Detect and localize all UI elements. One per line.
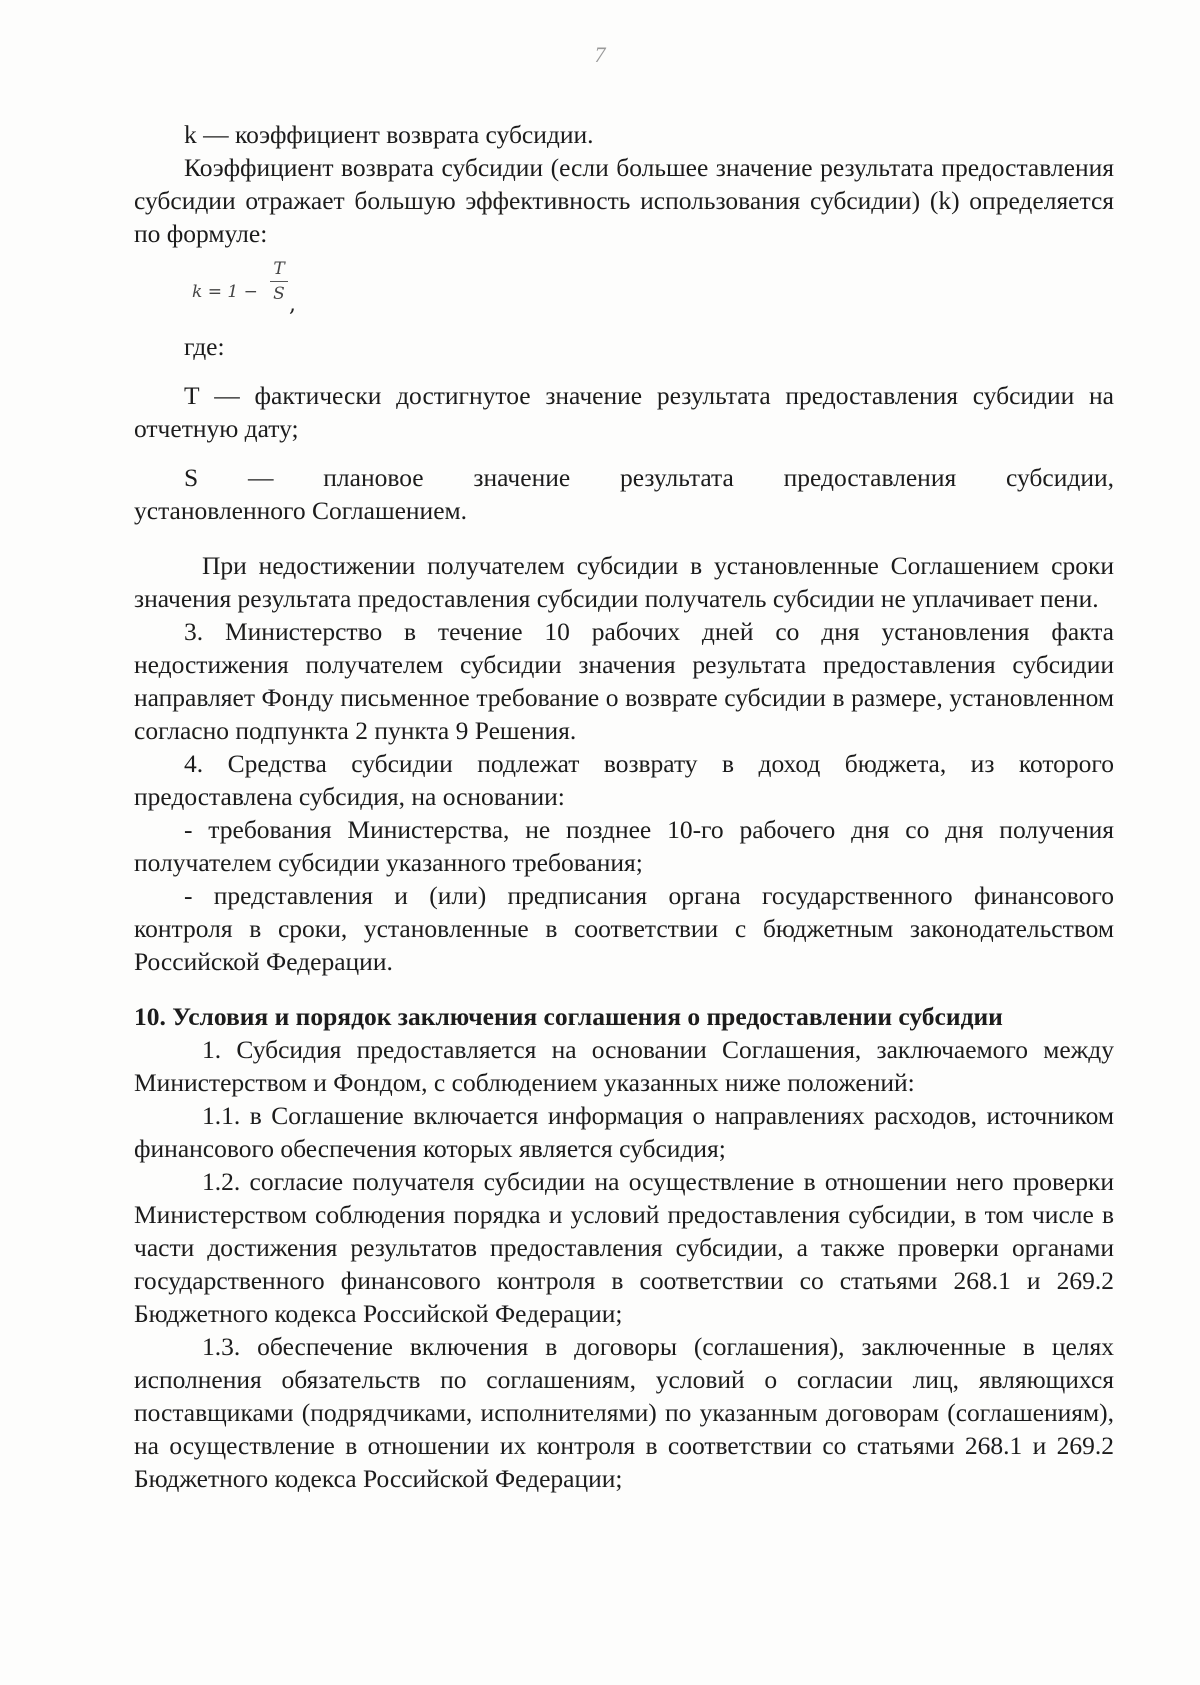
- paragraph-10-1-1: 1.1. в Соглашение включается информация о направлениях расходов, источником финансового обеспечения которых является субсидия;: [134, 1101, 1114, 1163]
- paragraph-k-definition: k — коэффициент возврата субсидии.: [184, 120, 594, 149]
- paragraph-item-4-a: - требования Министерства, не позднее 10-го рабочего дня со дня получения получателем субсидии указанного требования;: [134, 815, 1114, 877]
- formula-fraction: [270, 258, 288, 305]
- paragraph-10-1-2: 1.2. согласие получателя субсидии на осуществление в отношении него проверки Министерством соблюдения порядка и условий предоставления субсидии, в том числе в части достижения результатов предоставления субсидии, а также проверки органами государственного финансового контроля в соответствии со статьями 268.1 и 269.2 Бюджетного кодекса Российской Федерации;: [134, 1167, 1114, 1328]
- formula-denominator: S: [273, 284, 285, 304]
- paragraph-coefficient-intro: Коэффициент возврата субсидии (если большее значение результата предоставления субсидии отражает большую эффективность использования субсидии) (k) определяется по формуле:: [134, 153, 1114, 248]
- formula: [192, 258, 1114, 320]
- formula-comma: ,: [289, 292, 296, 317]
- paragraph-10-1-3: 1.3. обеспечение включения в договоры (соглашения), заключенные в целях исполнения обязательств по соглашениям, условий о согласии лиц, являющихся поставщиками (подрядчиками, исполнителями) по указанным договорам (соглашениям), на осуществление в отношении их контроля в соответствии со статьями 268.1 и 269.2 Бюджетного кодекса Российской Федерации;: [134, 1332, 1114, 1493]
- paragraph-item-4-b: - представления и (или) предписания органа государственного финансового контроля в сроки, установленные в соответствии с бюджетным законодательством Российской Федерации.: [134, 881, 1114, 976]
- paragraph-item-3: 3. Министерство в течение 10 рабочих дней со дня установления факта недостижения получателем субсидии значения результата предоставления субсидии направляет Фонду письменное требование о возврате субсидии в размере, установленном согласно подпункта 2 пункта 9 Решения.: [134, 617, 1114, 745]
- document-body: [134, 118, 1114, 1495]
- section-10-heading: 10. Условия и порядок заключения соглашения о предоставлении субсидии: [134, 1002, 1003, 1031]
- paragraph-no-penalty: При недостижении получателем субсидии в установленные Соглашением сроки значения результата предоставления субсидии получатель субсидии не уплачивает пени.: [134, 551, 1114, 613]
- paragraph-10-1: 1. Субсидия предоставляется на основании Соглашения, заключаемого между Министерством и Фондом, с соблюдением указанных ниже положений:: [134, 1035, 1114, 1097]
- page-number: 7: [594, 42, 606, 67]
- paragraph-t-definition: Т — фактически достигнутое значение результата предоставления субсидии на отчетную дату;: [134, 381, 1114, 443]
- formula-numerator: T: [273, 259, 285, 279]
- paragraph-where: где:: [184, 332, 225, 361]
- paragraph-s-definition-line2: установленного Соглашением.: [134, 496, 468, 525]
- formula-lhs: k = 1 −: [192, 282, 258, 302]
- fraction-bar: [270, 281, 288, 282]
- paragraph-item-4: 4. Средства субсидии подлежат возврату в доход бюджета, из которого предоставлена субсидия, на основании:: [134, 749, 1114, 811]
- paragraph-s-definition-line1: S — плановое значение результата предоставления субсидии,: [184, 463, 1114, 492]
